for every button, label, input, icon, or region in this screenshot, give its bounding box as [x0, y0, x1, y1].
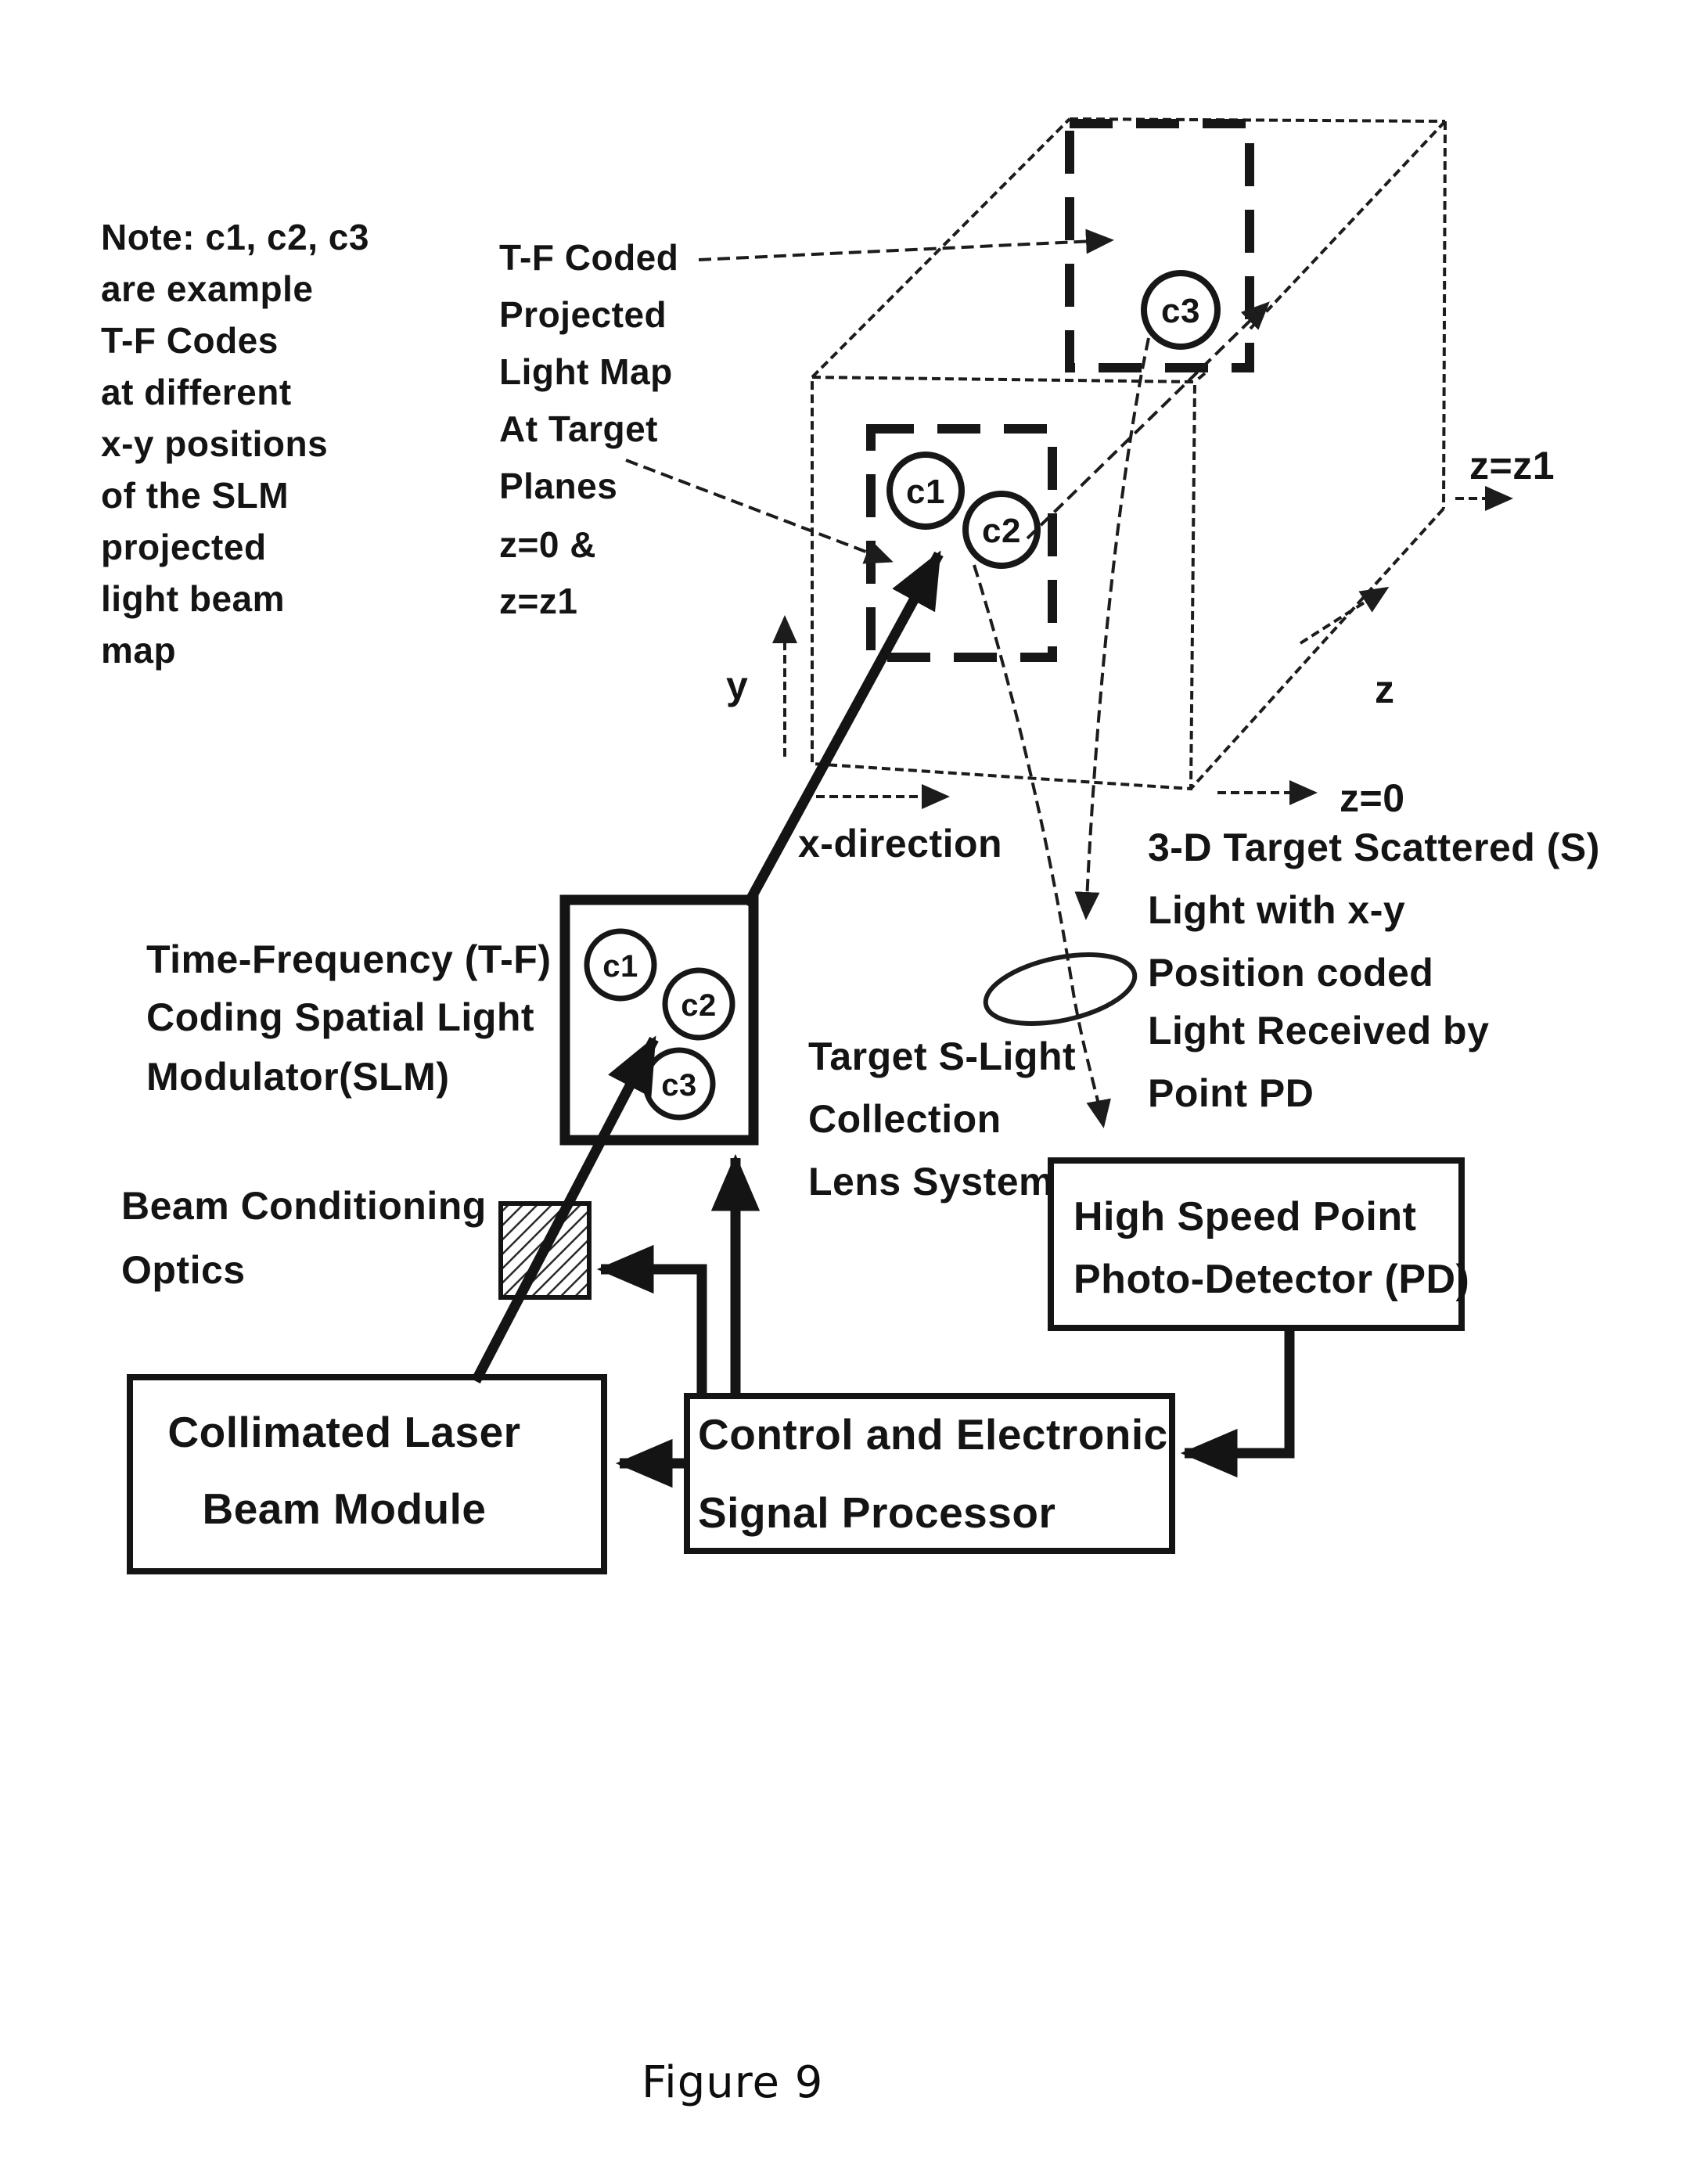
note-text-block: Note: c1, c2, c3 are example T-F Codes at different x-y positions of the SLM projected light beam map	[101, 217, 369, 671]
signal-detector-to-control	[1185, 1330, 1289, 1453]
plane-z0-code-c1	[890, 455, 962, 527]
detector-box-line2: Photo-Detector (PD)	[1073, 1257, 1470, 1302]
pointer-tfcoded-to-top-plane	[699, 240, 1111, 260]
slm-code-c2: c2	[681, 988, 717, 1023]
scattered-light-label-block: 3-D Target Scattered (S) Light with x-y Position coded Light Received by Point PD	[1148, 826, 1600, 1115]
arrow-c3-to-lens	[1086, 338, 1149, 917]
plane-z0-code-c2	[966, 494, 1038, 566]
axis-y	[726, 618, 785, 757]
x-axis-label: x-direction	[798, 822, 1003, 865]
y-axis-label: y	[726, 664, 749, 707]
collimated-laser-box	[130, 1377, 604, 1571]
detector-box-line1: High Speed Point	[1073, 1194, 1417, 1240]
pointer-planes-to-front-plane	[626, 460, 890, 561]
box-back-right-edge	[1444, 121, 1445, 509]
lens-label-block: Target S-Light Collection Lens System	[808, 1034, 1077, 1204]
box-top-right-edge	[1250, 121, 1445, 329]
laser-box-line1: Collimated Laser	[167, 1408, 521, 1456]
axis-zz1	[1455, 444, 1555, 498]
code-label-c3: c3	[1161, 292, 1200, 330]
plane-zz1-code-c3	[1144, 273, 1217, 347]
control-box-line2: Signal Processor	[698, 1488, 1056, 1537]
box-bottom-right-edge	[1191, 509, 1444, 789]
axis-z0	[1217, 776, 1405, 820]
slm-code-c1: c1	[602, 949, 638, 984]
beam-conditioning-label-block: Beam Conditioning Optics	[121, 1184, 487, 1292]
control-box-line1: Control and Electronic	[698, 1410, 1168, 1459]
photo-detector-box	[1051, 1160, 1469, 1328]
box-back-top-edge	[1070, 119, 1445, 121]
figure-caption: Figure 9	[642, 2057, 824, 2108]
code-label-c1: c1	[906, 473, 945, 511]
projection-label-block: T-F Coded Projected Light Map At Target Planes z=0 & z=z1	[499, 237, 679, 621]
code-label-c2: c2	[982, 512, 1021, 550]
z-arrow-icon	[1300, 588, 1386, 643]
z0-label: z=0	[1340, 776, 1405, 820]
z-axis-label: z	[1375, 667, 1395, 711]
slm-label-block: Time-Frequency (T-F) Coding Spatial Light Modulator(SLM)	[146, 937, 552, 1099]
axis-x	[798, 797, 1002, 865]
slm-code-c3: c3	[661, 1068, 697, 1103]
laser-box-line2: Beam Module	[202, 1484, 487, 1533]
slm-box	[565, 900, 753, 1140]
collection-lens	[980, 943, 1141, 1036]
zz1-label: z=z1	[1469, 444, 1555, 488]
control-processor-box	[687, 1396, 1172, 1551]
box-top-left-edge	[812, 119, 1070, 377]
signal-control-to-optics	[601, 1269, 702, 1396]
